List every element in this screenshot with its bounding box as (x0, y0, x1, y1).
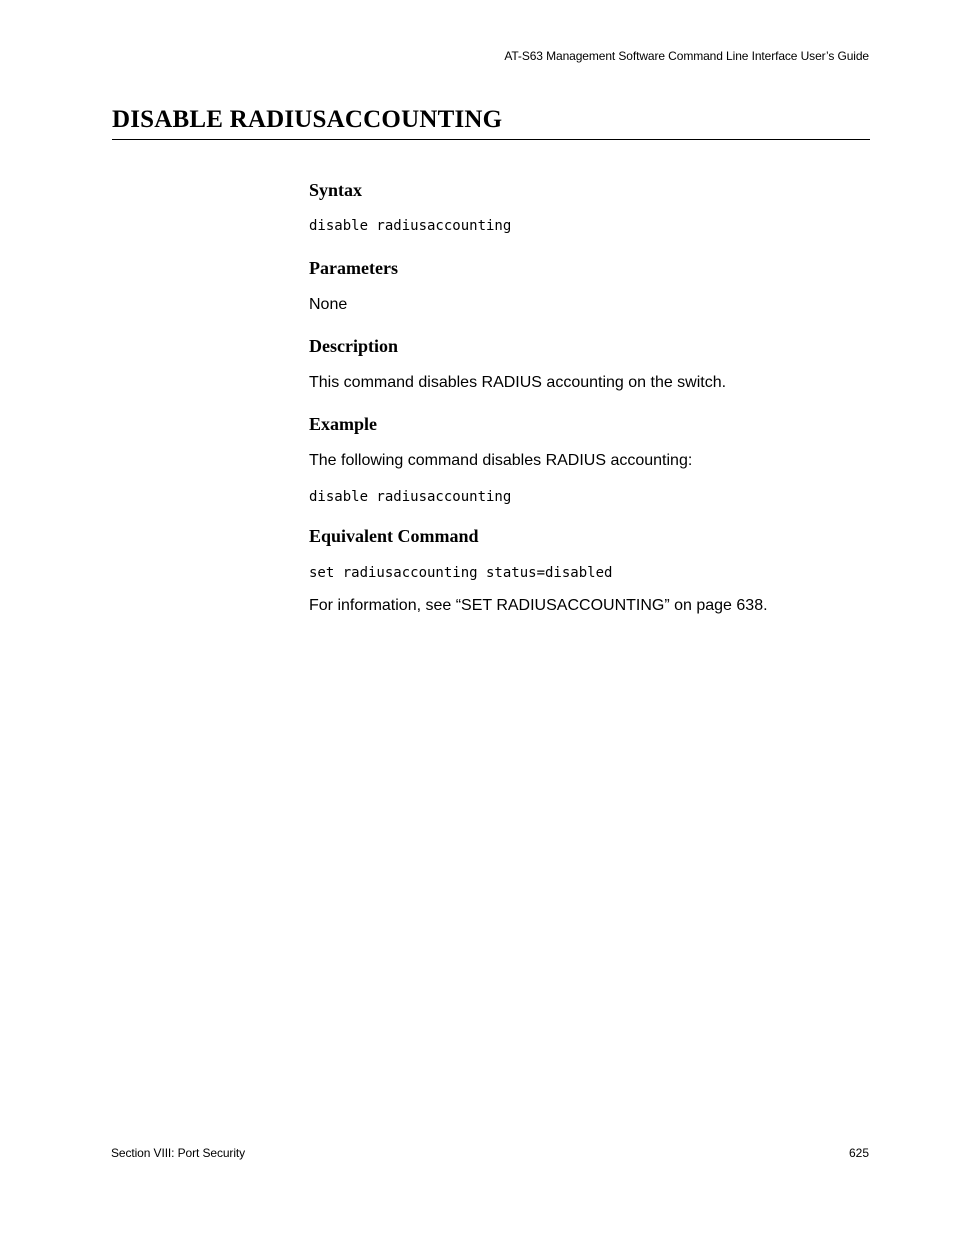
equivalent-command-heading: Equivalent Command (309, 526, 479, 546)
example-code: disable radiusaccounting (309, 489, 512, 505)
parameters-text: None (309, 296, 348, 313)
parameters-heading: Parameters (309, 258, 398, 278)
footer-section-label: Section VIII: Port Security (111, 1146, 246, 1160)
equivalent-command-code: set radiusaccounting status=disabled (309, 565, 613, 581)
main-content (309, 179, 889, 616)
syntax-heading: Syntax (309, 180, 363, 200)
description-heading: Description (309, 336, 398, 356)
description-text: This command disables RADIUS accounting on the switch. (309, 374, 727, 391)
footer-page-number: 625 (848, 1146, 869, 1160)
syntax-code: disable radiusaccounting (309, 218, 512, 234)
equivalent-command-text: For information, see “SET RADIUSACCOUNTING” on page 638. (309, 597, 768, 614)
title-rule (112, 139, 870, 140)
page-title: DISABLE RADIUSACCOUNTING (112, 106, 503, 133)
example-heading: Example (309, 414, 378, 434)
example-text: The following command disables RADIUS accounting: (309, 452, 693, 469)
running-header: AT-S63 Management Software Command Line Interface User’s Guide (504, 49, 869, 63)
